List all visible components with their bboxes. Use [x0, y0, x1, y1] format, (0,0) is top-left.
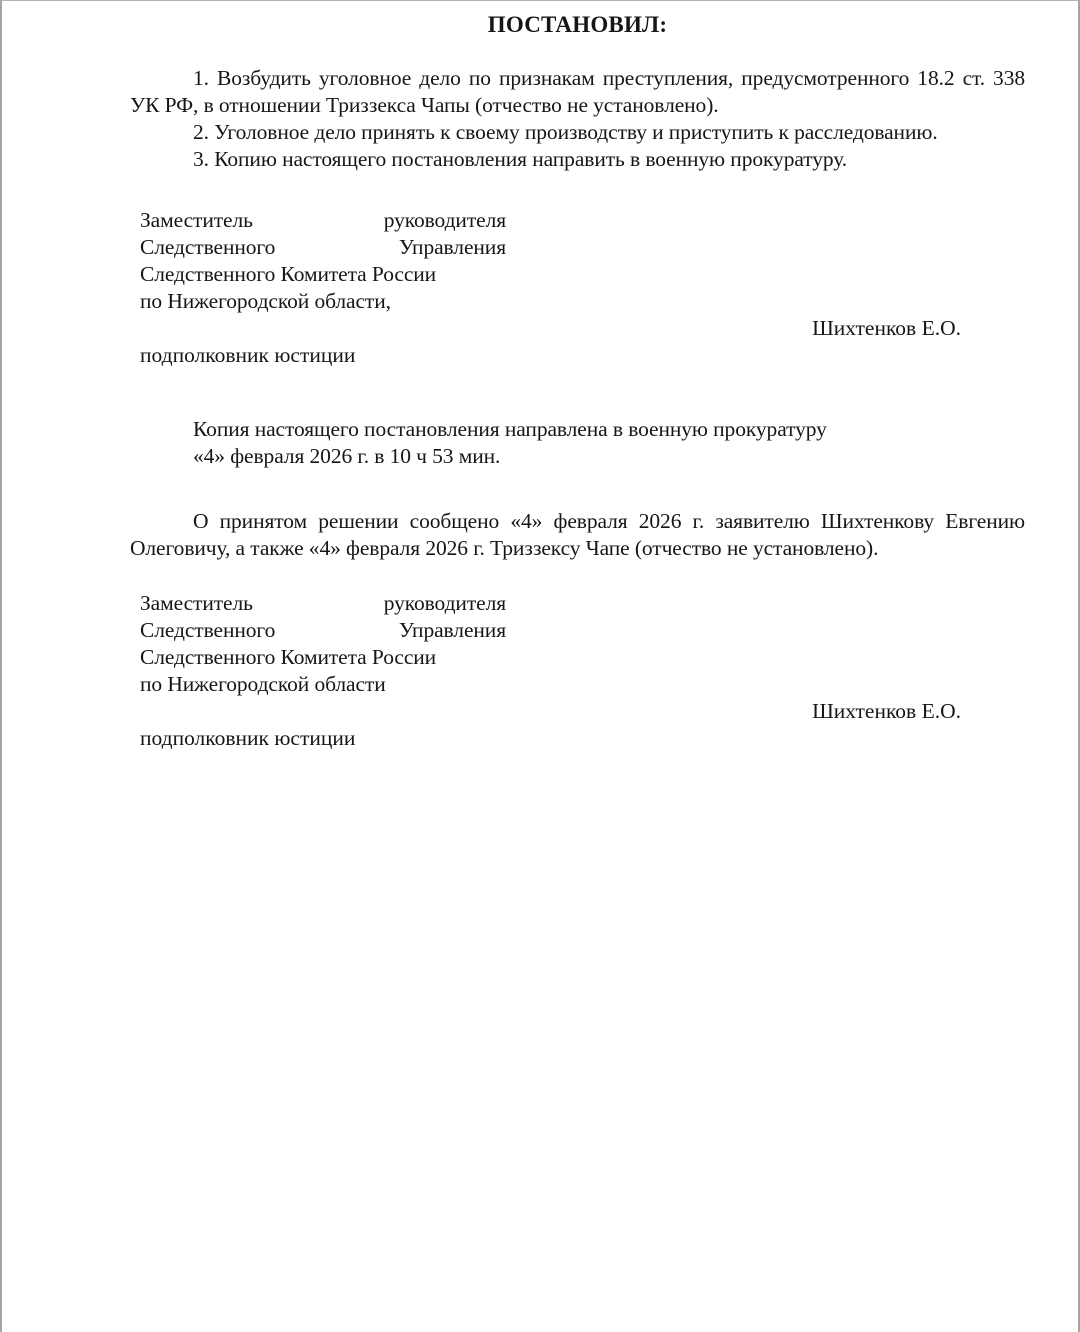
signer-name: Шихтенков Е.О.	[812, 316, 961, 340]
signature-block-second	[130, 590, 1025, 752]
signer-title-line-1	[140, 590, 506, 617]
resolution-item-1: 1. Возбудить уголовное дело по признакам преступления, предусмотренного 18.2 ст. 338 УК РФ, в отношении Триззекса Чапы (отчество не установлено).	[130, 66, 1025, 117]
signature-block-first	[130, 207, 1025, 369]
copy-sent-note-line-1: Копия настоящего постановления направлена в военную прокуратуру	[193, 417, 827, 441]
signer-title-column	[140, 590, 506, 698]
signer-title-column	[140, 207, 506, 315]
notification-paragraph: О принятом решении сообщено «4» февраля 2026 г. заявителю Шихтенкову Евгению Олеговичу, а также «4» февраля 2026 г. Триззексу Чапе (отчество не установлено).	[130, 509, 1025, 560]
signer-title-line-3: Следственного Комитета России	[140, 645, 437, 669]
signer-rank: подполковник юстиции	[140, 726, 356, 750]
signer-title-word-right: Управления	[398, 618, 506, 642]
signer-title-line-3: Следственного Комитета России	[140, 262, 437, 286]
signer-title-word-left: Следственного	[140, 235, 276, 259]
resolution-item-2: 2. Уголовное дело принять к своему производству и приступить к расследованию.	[193, 120, 938, 144]
signer-title-line-2	[140, 617, 506, 644]
signer-title-word-right: руководителя	[383, 208, 506, 232]
signer-title-line-2	[140, 234, 506, 261]
signer-title-word-left: Заместитель	[140, 591, 253, 615]
copy-sent-note-line-2: «4» февраля 2026 г. в 10 ч 53 мин.	[193, 444, 501, 468]
resolution-item-3: 3. Копию настоящего постановления направить в военную прокуратуру.	[193, 147, 848, 171]
signer-title-line-4: по Нижегородской области,	[140, 289, 391, 313]
signer-rank: подполковник юстиции	[140, 343, 356, 367]
signer-title-word-right: руководителя	[383, 591, 506, 615]
document-title: ПОСТАНОВИЛ:	[487, 12, 668, 37]
resolution-items	[130, 65, 1025, 173]
signer-title-word-left: Заместитель	[140, 208, 253, 232]
copy-sent-note	[193, 416, 919, 470]
signer-title-line-1	[140, 207, 506, 234]
signer-title-word-left: Следственного	[140, 618, 276, 642]
signer-name: Шихтенков Е.О.	[812, 699, 961, 723]
signer-title-line-4: по Нижегородской области	[140, 672, 386, 696]
signer-title-word-right: Управления	[398, 235, 506, 259]
